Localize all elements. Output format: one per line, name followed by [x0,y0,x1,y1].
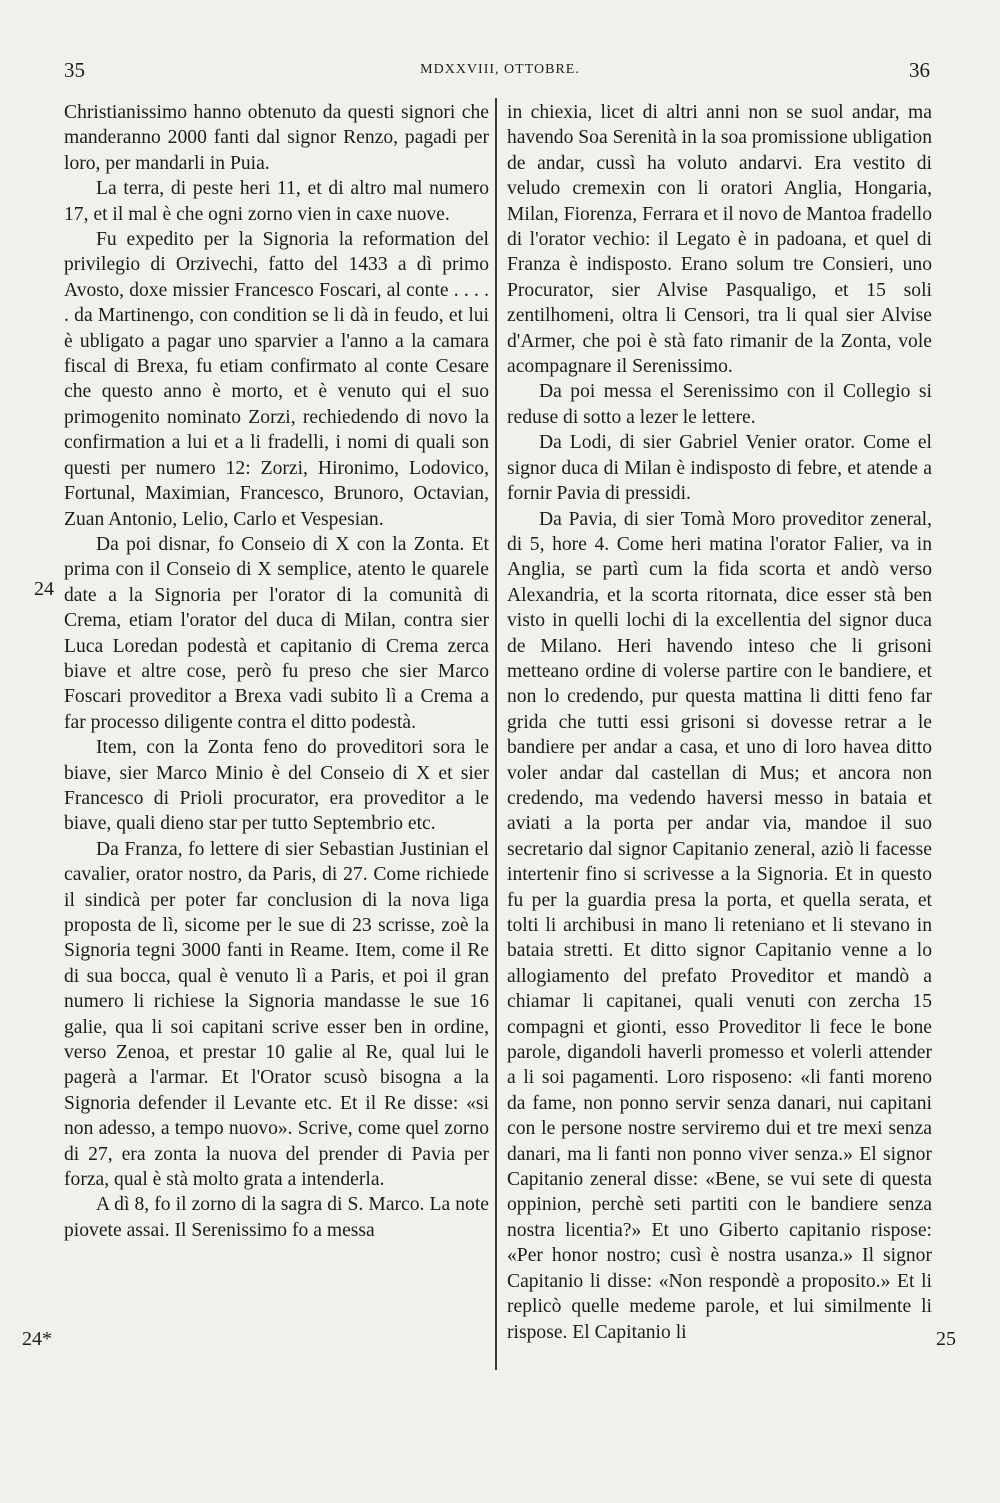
margin-number-24: 24 [34,578,54,600]
paragraph: Da Pavia, di sier Tomà Moro proveditor zeneral, di 5, hore 4. Come heri matina l'orator Falier, va in Anglia, se partì cum la fida scorta et andò verso Alexandria, et la scorta ritornata, dice esser stà ben visto in quelli lochi di la excellentia del signor duca de Milano. Heri havendo inteso che li grisoni metteano ordine di volerse partire con le bandiere, et non lo credendo, pur questa mattina li ditti feno far grida che tutti essi grisoni si dovesse retrar a le bandiere per andar a casa, et uno di loro havea ditto voler andar dal castellan di Mus; et ancora non credendo, ma vedendo haversi messo in bataia et aviati a la porta per andar via, mandoe il suo secretario dal signor Capitanio zeneral, aziò li facesse intertenir fino si scrivesse a la Signoria. Et in questo fu per la guardia presa la porta, et quella serata, et tolti li archibusi in mano li reteniano et li stevano in bataia stretti. Et ditto signor Capitanio venne a lo allogiamento del prefato Proveditor et mandò a chiamar li capitanei, quali venuti con zercha 15 compagni et gionti, esso Proveditor li fece le bone parole, digandoli haverli promesso et volerli attender a li soi pagamenti. Loro risposeno: «li fanti moreno da fame, non ponno servir senza danari, nui capitani con le persone nostre serviremo dui et tre mexi senza danari, ma li fanti non ponno viver senza.» El signor Capitanio zeneral disse: «Bene, se vui sete di questa oppinion, perchè seti partiti con le bandiere senza nostra licentia?» Et uno Giberto capitanio rispose: «Per honor nostro; cusì è nostra usanza.» Il signor Capitanio li disse: «Non respondè a proposito.» Et li replicò quelle medeme parole, et lui similmente li rispose. El Capitanio li [507,508,932,1343]
paragraph: Christianissimo hanno obtenuto da questi signori che manderanno 2000 fanti dal signor Renzo, pagadi per loro, per mandarli in Puia. [64,102,489,174]
column-divider [495,98,497,1370]
paragraph: A dì 8, fo il zorno di la sagra di S. Marco. La note piovete assai. Il Serenissimo fo a messa [64,1194,489,1241]
right-page-number: 36 [909,58,930,82]
right-text-column [507,100,932,1345]
running-title: MDXXVIII, OTTOBRE. [420,62,580,77]
margin-number-24-star: 24* [22,1328,52,1350]
left-text-column [64,100,489,1243]
margin-number-25: 25 [936,1328,956,1350]
paragraph: La terra, di peste heri 11, et di altro mal numero 17, et il mal è che ogni zorno vien in caxe nuove. [64,178,489,225]
page-header [0,58,1000,88]
paragraph: Fu expedito per la Signoria la reformation del privilegio di Orzivechi, fatto del 1433 a dì primo Avosto, doxe missier Francesco Foscari, al conte . . . . . da Martinengo, con condition se li dà in feudo, et lui è ubligato a pagar uno sparvier a l'anno a la camara fiscal di Brexa, fu etiam confirmato al conte Cesare che questo anno è morto, et è venuto qui el suo primogenito nominato Zorzi, rechiedendo di novo la confirmation a lui et a li fradelli, i nomi di quali son questi per numero 12: Zorzi, Hironimo, Lodovico, Fortunal, Maximian, Francesco, Brunoro, Octavian, Zuan Antonio, Lelio, Carlo et Vespesian. [64,229,489,530]
paragraph: Da Franza, fo lettere di sier Sebastian Justinian el cavalier, orator nostro, da Paris, di 27. Come richiede il sindicà per poter far conclusion di la nova liga proposta de lì, sicome per le sue di 23 scrisse, zoè la Signoria tegni 3000 fanti in Reame. Item, come il Re di sua bocca, qual è venuto lì a Paris, et poi il gran numero li richiese la Signoria mandasse le sue 16 galie, qua li soi capitani scrive esser ben in ordine, verso Zenoa, et prestar 10 galie al Re, qual lui le pagerà a l'armar. Et l'Orator scusò bisogna a la Signoria defender il Levante etc. Et il Re disse: «si non adesso, a tempo nuovo». Scrive, come quel zorno di 27, era zonta la nuova del prender di Pavia per forza, qual è stà molto grata a intenderla. [64,838,489,1191]
paragraph: Da poi messa el Serenissimo con il Collegio si reduse di sotto a lezer le lettere. [507,381,932,428]
left-page-number: 35 [64,58,85,82]
paragraph: Da poi disnar, fo Conseio di X con la Zonta. Et prima con il Conseio di X semplice, atento le quarele date a la Signoria per l'orator di la comunità di Crema, etiam l'orator del duca di Milan, contra sier Luca Loredan podestà et capitanio di Crema zerca biave et altre cose, però fu preso che sier Marco Foscari proveditor a Brexa vadi subito lì a Crema a far processo diligente contra el ditto podestà. [64,533,489,733]
paragraph: Item, con la Zonta feno do proveditori sora le biave, sier Marco Minio è del Conseio di X et sier Francesco di Prioli procurator, era proveditor a le biave, quali dieno star per tutto Septembrio etc. [64,737,489,835]
paragraph: Da Lodi, di sier Gabriel Venier orator. Come el signor duca di Milan è indisposto di febre, et atende a fornir Pavia di pressidi. [507,432,932,505]
paragraph: in chiexia, licet di altri anni non se suol andar, ma havendo Soa Serenità in la soa promissione ubligation de andar, cussì ha voluto andarvi. Era vestito di veludo cremexin con li oratori Anglia, Hongaria, Milan, Fiorenza, Ferrara et il novo de Mantoa fradello di l'orator vechio: il Legato è in padoana, et quel di Franza è indisposto. Erano solum tre Consieri, uno Procurator, sier Alvise Pasqualigo, et 15 soli zentilhomeni, oltra li Censori, tra li qual sier Alvise d'Armer, che poi è stà fato rimanir de la Zonta, vole acompagnare il Serenissimo. [507,102,932,378]
